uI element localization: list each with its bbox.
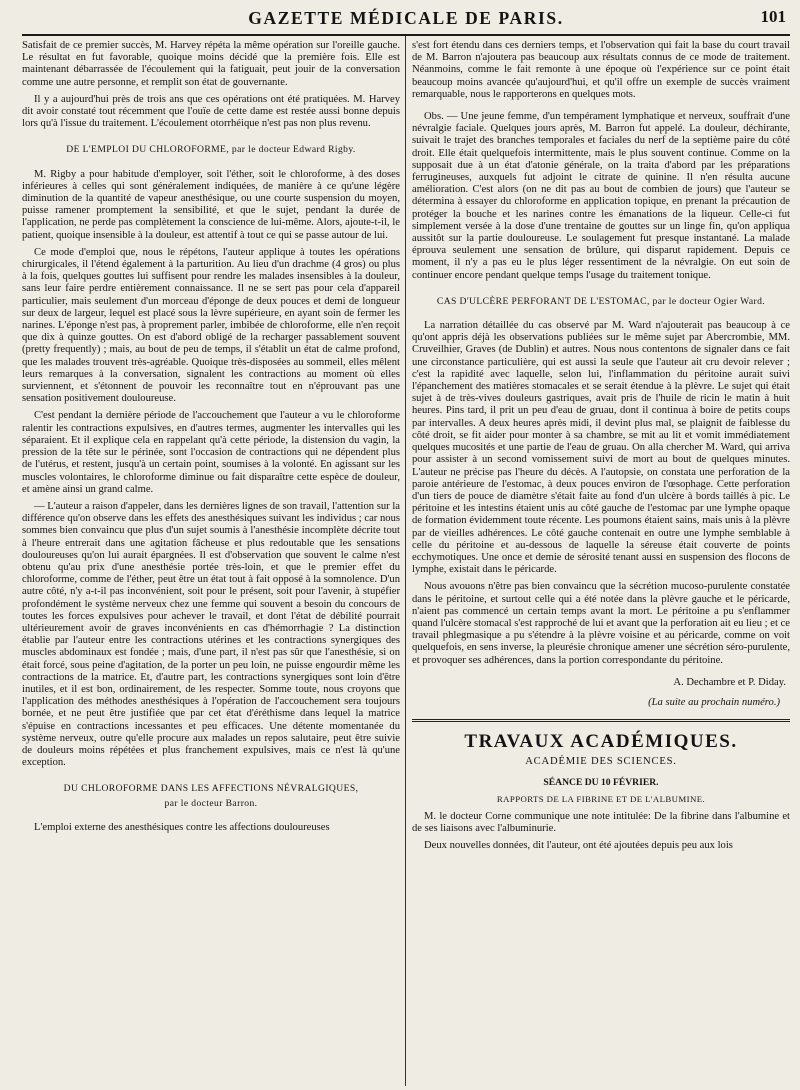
paragraph: Satisfait de ce premier succès, M. Harvey répéta la même opération sur l'oreille gauche. Le résultat en fut favorable, quoique moins décidé que la première fois. Elle est maintenant débarrassée de l'écoulement qui la fatiguait, peut jouir de la conversation comme une autre personne, et remplit son état de gouvernante. bbox=[22, 40, 400, 88]
paragraph: Nous avouons n'être pas bien convaincu que la sécrétion mucoso-purulente constatée dans le péritoine, et surtout celle qui a été notée dans la plèvre gauche et le péricarde, n'aient pas commencé un certain temps avant la mort. Le péritoine a pu s'enflammer quand l'ulcère stomacal s'est rapproché de lui et avant que la perforation ait eu lieu ; et ce travail phlegmasique a pu s'étendre à la plèvre voisine et au péricarde, comme on voit quelquefois, en sens inverse, la pleurésie chronique amener une sécrétion séro-purulente, et provoquer ses adhérences, dans la portion correspondante du péritoine. bbox=[412, 581, 790, 666]
paragraph: L'emploi externe des anesthésiques contre les affections douloureuses bbox=[34, 821, 330, 833]
paragraph: M. le docteur Corne communique une note intitulée: De la fibrine dans l'albumine et de ses liaisons avec l'albuminurie. bbox=[412, 810, 790, 835]
section-title: TRAVAUX ACADÉMIQUES. bbox=[464, 731, 738, 753]
paragraph: s'est fort étendu dans ces derniers temps, et l'observation qui fait la base du court travail de M. Barron n'ajoutera pas beaucoup aux résultats connus de ce mode de traitement. Néanmoins, comme le fait remonte à une époque où l'expérience sur ce point était beaucoup moins avancée qu'aujourd'hui, et qu'il offre un exemple de succès vraiment remarquable, nous le rapporterons en quelques mots. bbox=[412, 40, 790, 100]
page-number: 101 bbox=[760, 7, 786, 26]
paragraph: Deux nouvelles données, dit l'auteur, ont été ajoutées depuis peu aux lois bbox=[424, 840, 733, 852]
section-rule bbox=[412, 719, 790, 722]
observation-paragraph: Obs. — Une jeune femme, d'un tempérament lymphatique et nerveux, souffrait d'une névralgie faciale. Quelques jours après, M. Barron fut appelé. La douleur, déchirante, suivait le trajet des branches temporales et faciales du nerf de la septième paire du côté droit. Elle était quelquefois intermittente, mais le plus souvent continue. Comme on la supposait due à un état d'atonie générale, on la traita d'abord par les préparations ferrugineuses, auxquels fut adjoint le citrate de quinine. Il n'en résulta aucune amélioration. C'est alors (on ne dit pas au bout de combien de jours) que l'auteur se détermina à essayer du chloroforme en application topique, en prenant la précaution de protéger la bouche et les narines contre les émanations de la liqueur. Celle-ci fut simplement versée à la dose d'une trentaine de gouttes sur un linge fin, qu'on appliqua aussitôt sur la partie douloureuse. Le soulagement fut presque instantané. La malade éprouva seulement une sensation de brûlure, qui disparut rapidement. Depuis ce moment, il n'y a pas eu le plus léger ressentiment de la névralgie. On eut soin de continuer encore pendant quelque temps l'usage du traitement tonique. bbox=[412, 111, 790, 281]
paragraph: — L'auteur a raison d'appeler, dans les dernières lignes de son travail, l'attention sur la différence qu'on observe dans les effets des anesthésiques suivant les individus ; car nous sommes bien convaincu que plus d'un sujet soumis à l'anesthésie incomplète décrite tout à l'heure entrerait dans une agitation fâcheuse et plus redoutable que les sensations douloureuses qu'on lui aurait épargnées. Il est d'observation que souvent le calme n'est obtenu qu'au prix d'une anesthésie portée très-loin, et que le premier effet du chloroforme, comme de l'éther, peut être un état tout à fait opposé à la somnolence. D'un autre côté, n'y a-t-il pas inconvénient, soit pour le présent, soit pour l'avenir, à stupéfier profondément le système nerveux chez une femme qui souvent a besoin du concours de toutes les forces expulsives pour achever le travail, et dont l'état de débilité pourrait ultérieurement avoir de graves inconvénients en cas d'hémorrhagie ? La distinction établie par l'auteur entre les contractions utérines et les contractions synergiques des muscles abdominaux est fondée ; mais, d'une part, il n'est pas sûr que l'anesthésie, si on était forcé, sous peine d'agitation, de la porter un peu loin, ne puisse engourdir même les contractions de la matrice. Et, d'autre part, les contractions synergiques sont loin d'être inutiles, et il est bon, ordinairement, de les respecter. Somme toute, nous croyons que l'application des méthodes anesthésiques à l'opération de l'accouchement sera toujours bornée, et ne peut être justifiée que par cet état d'éréthisme dans lequel la matrice s'épuise en contractions incessantes et peu efficaces. Une détente momentanée du système nerveux, outre qu'elle procure aux malades un repos salutaire, peut être suivie de douleurs moins répétées et plus franchement expulsives, mais ce n'est là qu'une exception. bbox=[22, 500, 400, 769]
paragraph: Il y a aujourd'hui près de trois ans que ces opérations ont été pratiquées. M. Harvey dit avoir constaté tout récemment que l'ouïe de cette dame est restée aussi bonne depuis lors qu'à l'issue du traitement. L'écoulement otorrhéique n'est pas non plus revenu. bbox=[22, 93, 400, 130]
authors-signature: A. Dechambre et P. Diday. bbox=[673, 676, 786, 688]
left-column bbox=[22, 40, 400, 839]
section-heading: DU CHLOROFORME DANS LES AFFECTIONS NÉVRALGIQUES, bbox=[63, 783, 359, 795]
section-heading: CAS D'ULCÈRE PERFORANT DE L'ESTOMAC, par le docteur Ogier Ward. bbox=[436, 295, 766, 307]
topic-heading: RAPPORTS DE LA FIBRINE ET DE L'ALBUMINE. bbox=[496, 793, 706, 804]
journal-title: GAZETTE MÉDICALE DE PARIS. bbox=[248, 8, 564, 28]
section-byline: par le docteur Barron. bbox=[164, 797, 258, 809]
section-heading: DE L'EMPLOI DU CHLOROFORME, par le docteur Edward Rigby. bbox=[66, 144, 356, 156]
right-column bbox=[412, 40, 790, 858]
paragraph: La narration détaillée du cas observé par M. Ward n'ajouterait pas beaucoup à ce qu'ont appris déjà les observations publiées sur le même sujet par Abercrombie, MM. Cruveilhier, Graves (de Dublin) et autres. Nous nous contentons de signaler dans ce fait une circonstance particulière, qui est aussi la seule que l'auteur ait cru devoir relever ; c'est la rapidité avec laquelle, selon lui, l'inflammation du péritoine aurait suivi l'épanchement des matières stomacales et se serait étendue à la plèvre. Le sujet qui était sujet à de très-vives douleurs gastriques, avait pris de l'huile de ricin le matin à huit heures. Pins tard, il prit un peu d'eau de gruau, dont il continua à boire de petits coups par intervalles. A deux heures après midi, il devint plus mal, se plaignit de faiblesse du côté droit, se fit aider pour monter à sa chambre, se mit au lit et vomit immédiatement quelques mucosités et une partie de l'eau de gruau. On alla chercher M. Ward, qui arriva pour assister à un second vomissement suivi de mort au bout de quelques minutes. L'auteur ne précise pas l'heure du décès. A l'autopsie, on constata une perforation de la paroie antérieure de l'estomac, à deux pouces environ de l'œsophage. Cette perforation d'un tiers de pouce de diamètre s'était faite au fond d'un ulcère à bords taillés à pic. Le péritoine et les intestins étaient unis au côté gauche de l'estomac par une lymphe opaque de formation évidemment toute récente. Les poumons étaient sains, mais unis à la plèvre par de vieilles adhérences. Le côté gauche contenait en outre une lymphe semblable à celle du péritoine et au-dessous de laquelle la séreuse était couverte de points ecchymotiques. Une once et demie de sérosité tenant aussi en suspension des flocons de lymphe, existait dans le péricarde. bbox=[412, 320, 790, 576]
paragraph: C'est pendant la dernière période de l'accouchement que l'auteur a vu le chloroforme ralentir les contractions expulsives, en d'autres termes, augmenter les intervalles qui les séparaient. Et il explique cela en rappelant qu'à cette période, la distension du vagin, la pression de la tête sur le périnée, sont l'occasion de contractions qui ne dépendent plus de l'utérus, et restent, jusqu'à un certain point, soumises à la volonté. En agissant sur les muscles volontaires, le chloroforme diminue ou fait disparaître cette espèce de douleur, et amène ainsi un grand calme. bbox=[22, 410, 400, 495]
column-divider bbox=[405, 36, 406, 1086]
page-header bbox=[22, 0, 790, 36]
session-date: SÉANCE DU 10 FÉVRIER. bbox=[543, 776, 659, 788]
academy-heading: ACADÉMIE DES SCIENCES. bbox=[525, 756, 677, 768]
columns bbox=[22, 36, 790, 1086]
paragraph: Ce mode d'emploi que, nous le répétons, l'auteur applique à toutes les opérations chirurgicales, il l'étend également à la parturition. Au lieu d'un drachme (4 gros) ou plus à la fois, quelques gouttes lui suffisent pour rendre les malades insensibles à la douleur, sans leur faire perdre entièrement connaissance. Il ne se sert pas pour cela d'appareil particulier, mais seulement d'un morceau d'éponge de deux pouces et demi de longueur sur deux de largeur, lequel est placé sous la lèvre supérieure, en ayant soin de fermer les narines. L'éponge n'est pas, à proprement parler, imbibée de chloroforme, elle n'en reçoit que dix à quinze gouttes. On est d'abord obligé de la recharger passablement souvent (pretty frequently) ; mais, au bout de peu de temps, il s'établit un état de calme profond, que les malades trouvent très-agréable. Quoique très-disposées au sommeil, elles mêlent leurs remarques à la conversation, signalent les contractions au moment où elles surviennent, et s'étonnent de pouvoir les reconnaître tout en n'éprouvant pas une sensation positivement douloureuse. bbox=[22, 246, 400, 405]
paragraph: M. Rigby a pour habitude d'employer, soit l'éther, soit le chloroforme, à des doses inférieures à celles qui sont généralement indiquées, de manière à ce qu'une légère diminution de la quantité de vapeur anesthésique, ou une courte suspension du moyen, puisse ramener promptement la sensibilité, et que le sujet, pendant la durée de l'application, ne perde pas complètement la conscience de lui-même. Alors, ajoute-t-il, le patient, quoique insensible à la douleur, est attentif à tout ce qui se passe autour de lui. bbox=[22, 168, 400, 241]
continued-note: (La suite au prochain numéro.) bbox=[648, 696, 780, 708]
